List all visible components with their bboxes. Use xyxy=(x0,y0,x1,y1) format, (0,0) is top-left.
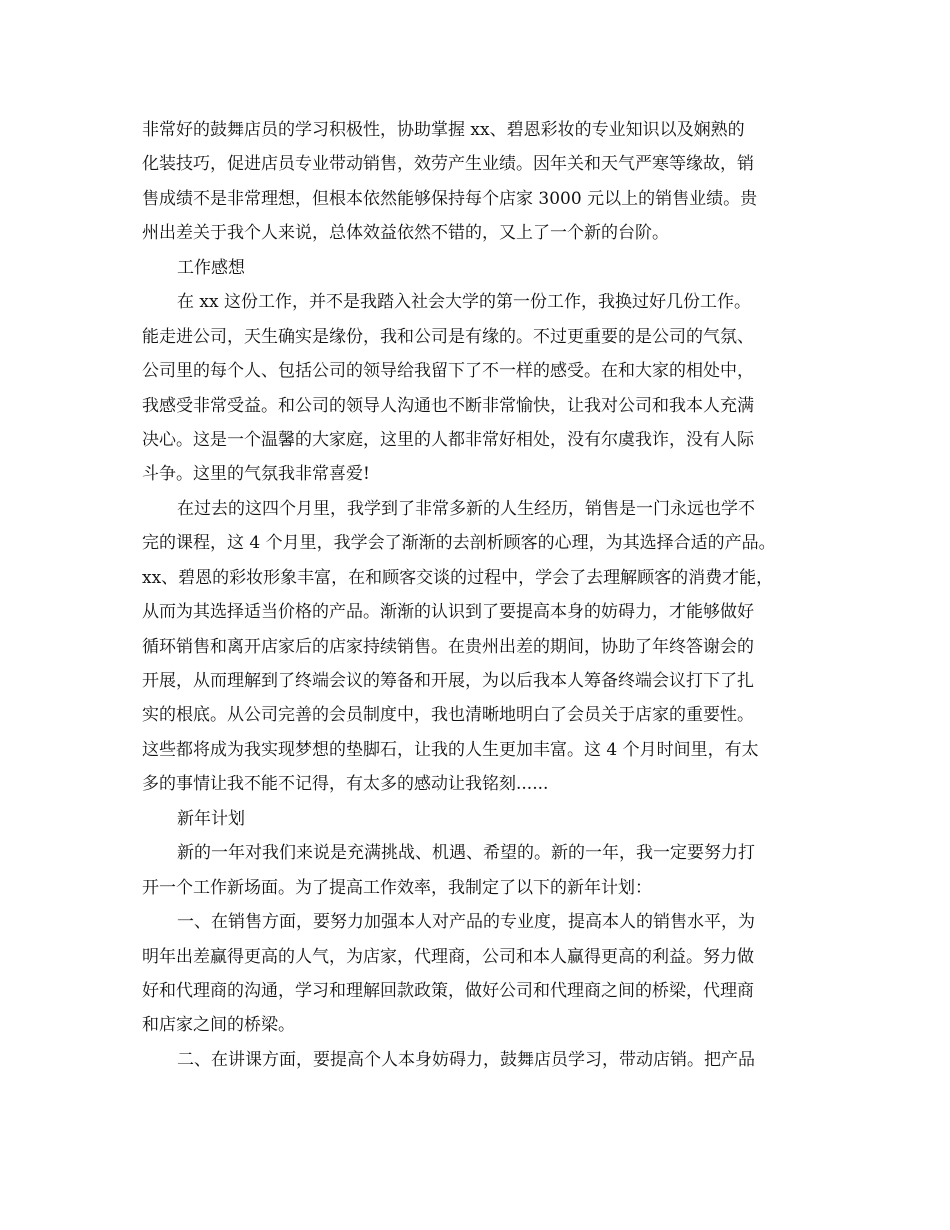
text-line: 好和代理商的沟通，学习和理解回款政策，做好公司和代理商之间的桥梁，代理商 xyxy=(142,980,754,1001)
text-line: 一、在销售方面，要努力加强本人对产品的专业度，提高本人的销售水平，为 xyxy=(177,912,755,933)
text-line: 决心。这是一个温馨的大家庭，这里的人都非常好相处，没有尔虞我诈，没有人际 xyxy=(142,429,754,450)
text-line: 售成绩不是非常理想，但根本依然能够保持每个店家 3000 元以上的销售业绩。贵 xyxy=(142,188,758,209)
text-line: 非常好的鼓舞店员的学习积极性，协助掌握 xx、碧恩彩妆的专业知识以及娴熟的 xyxy=(142,120,745,140)
text-line: 实的根底。从公司完善的会员制度中，我也清晰地明白了会员关于店家的重要性。 xyxy=(142,705,754,726)
text-line: 我感受非常受益。和公司的领导人沟通也不断非常愉快，让我对公司和我本人充满 xyxy=(142,395,754,416)
text-line: 从而为其选择适当价格的产品。渐渐的认识到了要提高本身的妨碍力，才能够做好 xyxy=(142,602,754,623)
text-line: 新的一年对我们来说是充满挑战、机遇、希望的。新的一年，我一定要努力打 xyxy=(177,843,755,864)
text-line: 开一个工作新场面。为了提高工作效率，我制定了以下的新年计划： xyxy=(142,877,652,898)
text-line: xx、碧恩的彩妆形象丰富，在和顾客交谈的过程中，学会了去理解顾客的消费才能， xyxy=(142,567,774,588)
text-line: 在过去的这四个月里，我学到了非常多新的人生经历，销售是一门永远也学不 xyxy=(177,498,755,519)
text-line: 完的课程，这 4 个月里，我学会了渐渐的去剖析顾客的心理，为其选择合适的产品。 xyxy=(142,533,776,554)
text-line: 化装技巧，促进店员专业带动销售，效劳产生业绩。因年关和天气严寒等缘故，销 xyxy=(142,154,754,175)
text-line: 循环销售和离开店家后的店家持续销售。在贵州出差的期间，协助了年终答谢会的 xyxy=(142,636,754,657)
text-line: 新年计划 xyxy=(177,808,245,829)
text-line: 多的事情让我不能不记得，有太多的感动让我铭刻...... xyxy=(142,774,549,795)
text-line: 这些都将成为我实现梦想的垫脚石，让我的人生更加丰富。这 4 个月时间里，有太 xyxy=(142,739,759,760)
text-line: 和店家之间的桥梁。 xyxy=(142,1015,295,1036)
text-line: 工作感想 xyxy=(177,257,245,278)
text-line: 二、在讲课方面，要提高个人本身妨碍力，鼓舞店员学习，带动店销。把产品 xyxy=(177,1049,755,1070)
document-body xyxy=(142,113,832,1077)
text-line: 明年出差赢得更高的人气，为店家，代理商，公司和本人赢得更高的利益。努力做 xyxy=(142,946,754,967)
text-line: 公司里的每个人、包括公司的领导给我留下了不一样的感受。在和大家的相处中， xyxy=(142,361,754,382)
text-line: 开展，从而理解到了终端会议的筹备和开展，为以后我本人筹备终端会议打下了扎 xyxy=(142,671,754,691)
text-line: 能走进公司，天生确实是缘份，我和公司是有缘的。不过更重要的是公司的气氛、 xyxy=(142,326,754,347)
text-line: 州出差关于我个人来说，总体效益依然不错的，又上了一个新的台阶。 xyxy=(142,223,669,244)
text-line: 斗争。这里的气氛我非常喜爱! xyxy=(142,464,370,485)
text-line: 在 xx 这份工作，并不是我踏入社会大学的第一份工作，我换过好几份工作。 xyxy=(177,292,751,313)
